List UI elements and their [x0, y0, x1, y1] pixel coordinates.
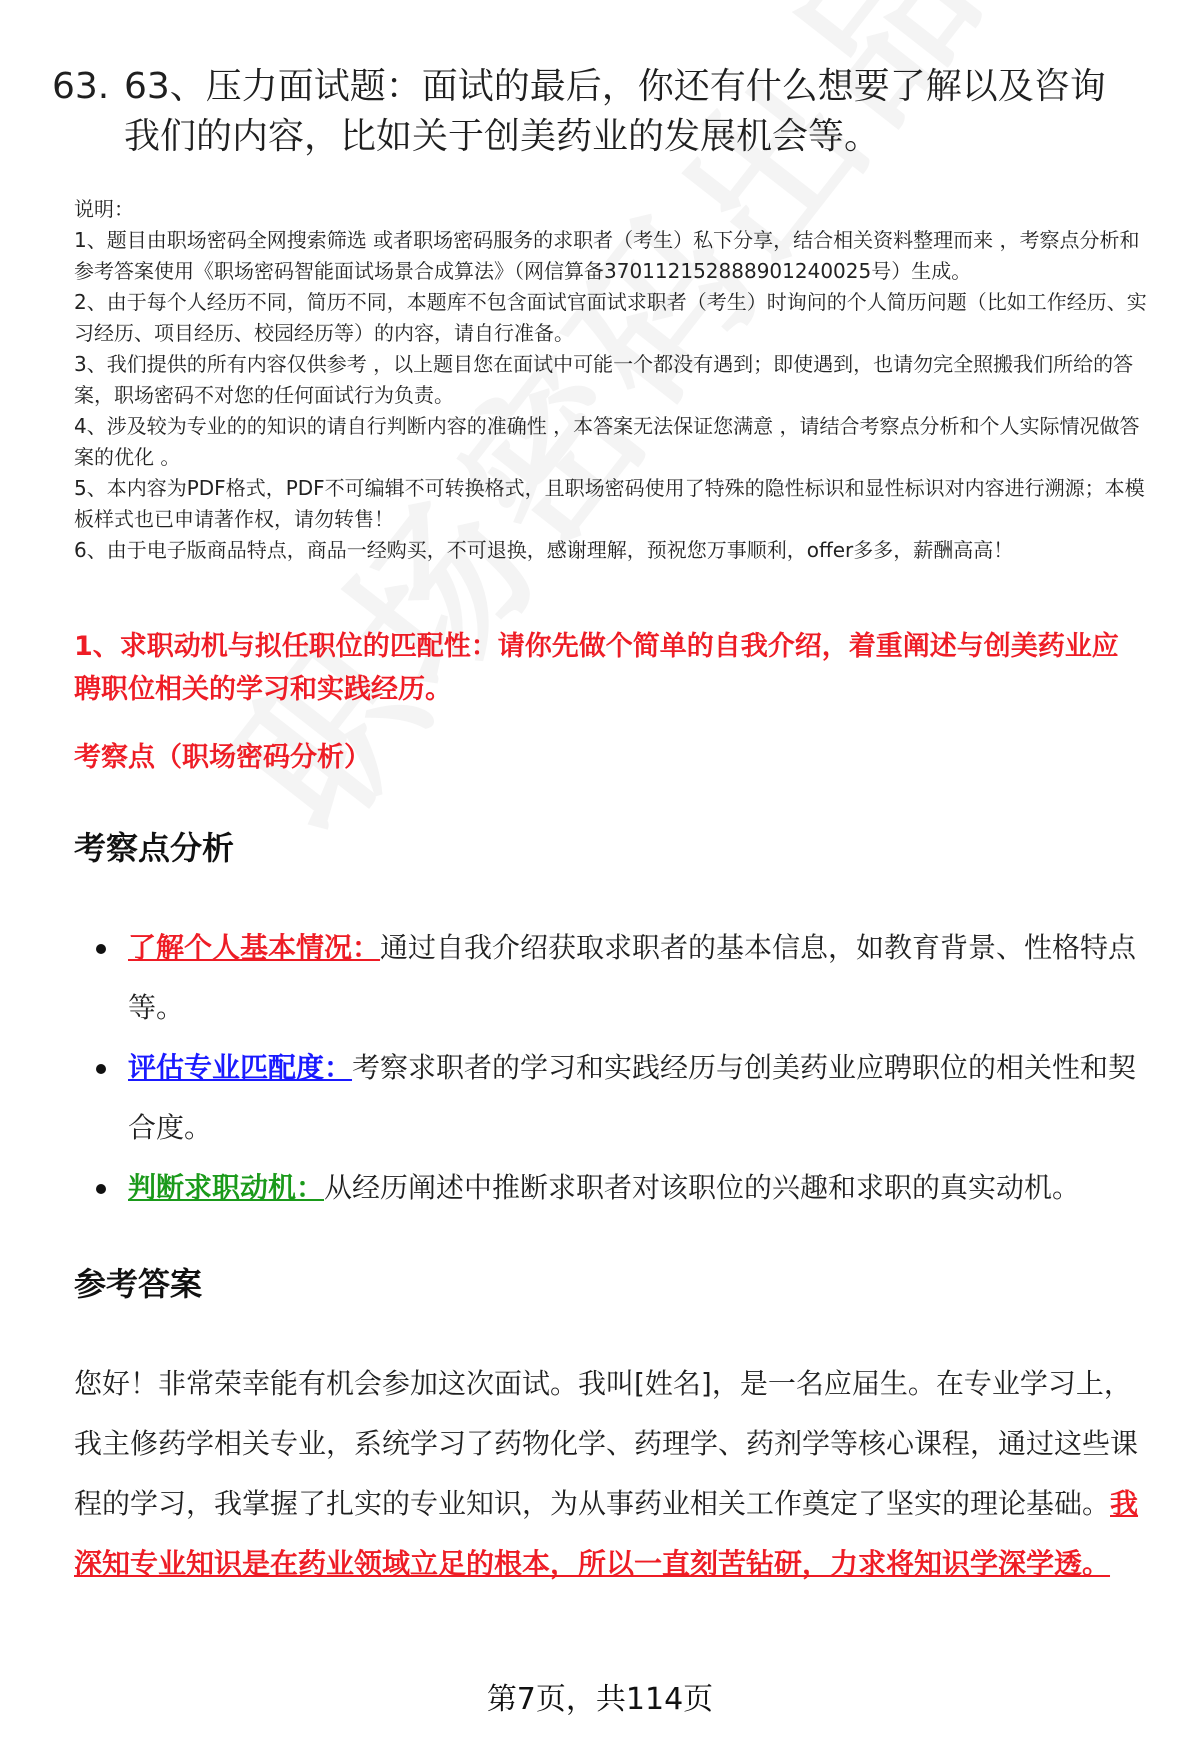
notes-section — [74, 194, 1154, 566]
sub-question-title: 1、求职动机与拟任职位的匹配性：请你先做个简单的自我介绍，着重阐述与创美药业应聘职位相关的学习和实践经历。 — [74, 631, 1119, 705]
page-number: 第7页，共114页 — [486, 1682, 714, 1717]
question-title: 63、压力面试题：面试的最后，你还有什么想要了解以及咨询我们的内容，比如关于创美药业的发展机会等。 — [124, 66, 1106, 157]
notes-heading: 说明： — [74, 197, 134, 221]
analysis-bullet — [74, 1038, 1154, 1158]
answer-text: 您好！非常荣幸能有机会参加这次面试。我叫[姓名]，是一名应届生。在专业学习上，我主修药学相关专业，系统学习了药物化学、药理学、药剂学等核心课程，通过这些课程的学习，我掌握了扎实的专业知识，为从事药业相关工作奠定了坚实的理论基础。 — [74, 1367, 1139, 1520]
bullet-text: 考察求职者的学习和实践经历与创美药业应聘职位的相关性和契合度。 — [128, 1051, 1137, 1144]
bullet-dot-icon — [96, 944, 106, 954]
question-number: 63. — [52, 66, 110, 107]
note-item: 3、我们提供的所有内容仅供参考 ，以上题目您在面试中可能一个都没有遇到；即使遇到，也请勿完全照搬我们所给的答案，职场密码不对您的任何面试行为负责。 — [74, 352, 1134, 407]
bullet-text: 从经历阐述中推断求职者对该职位的兴趣和求职的真实动机。 — [324, 1171, 1081, 1204]
analysis-heading: 考察点分析 — [74, 829, 235, 867]
note-item: 6、由于电子版商品特点，商品一经购买，不可退换，感谢理解，预祝您万事顺利，offer多多，薪酬高高！ — [74, 538, 1014, 562]
answer-paragraph — [74, 1354, 1152, 1594]
note-item: 2、由于每个人经历不同，简历不同，本题库不包含面试官面试求职者（考生）时询问的个人简历问题（比如工作经历、实习经历、项目经历、校园经历等）的内容，请自行准备。 — [74, 290, 1147, 345]
note-item: 4、涉及较为专业的的知识的请自行判断内容的准确性 ，本答案无法保证您满意 ，请结合考察点分析和个人实际情况做答案的优化 。 — [74, 414, 1140, 469]
bullet-text: 通过自我介绍获取求职者的基本信息，如教育背景、性格特点等。 — [128, 931, 1137, 1024]
question-header — [52, 62, 1152, 162]
answer-heading: 参考答案 — [74, 1265, 203, 1303]
bullet-dot-icon — [96, 1184, 106, 1194]
note-item: 1、题目由职场密码全网搜索筛选 或者职场密码服务的求职者（考生）私下分享，结合相关资料整理而来 ，考察点分析和参考答案使用《职场密码智能面试场景合成算法》（网信算备370112152888901240025号）生成。 — [74, 228, 1140, 283]
analysis-bullet — [74, 918, 1154, 1038]
kaochadian-label: 考察点（职场密码分析） — [74, 742, 371, 773]
note-item: 5、本内容为PDF格式，PDF不可编辑不可转换格式，且职场密码使用了特殊的隐性标识和显性标识对内容进行溯源；本模板样式也已申请著作权，请勿转售！ — [74, 476, 1145, 531]
bullet-keyword: 判断求职动机： — [128, 1171, 325, 1204]
bullet-keyword: 评估专业匹配度： — [128, 1051, 353, 1084]
bullet-dot-icon — [96, 1064, 106, 1074]
bullet-keyword: 了解个人基本情况： — [128, 931, 381, 964]
answer-highlight: 我深知专业知识是在药业领域立足的根本，所以一直刻苦钻研，力求将知识学深学透。 — [74, 1487, 1139, 1580]
analysis-bullet — [74, 1158, 1154, 1218]
analysis-list — [74, 918, 1154, 1218]
